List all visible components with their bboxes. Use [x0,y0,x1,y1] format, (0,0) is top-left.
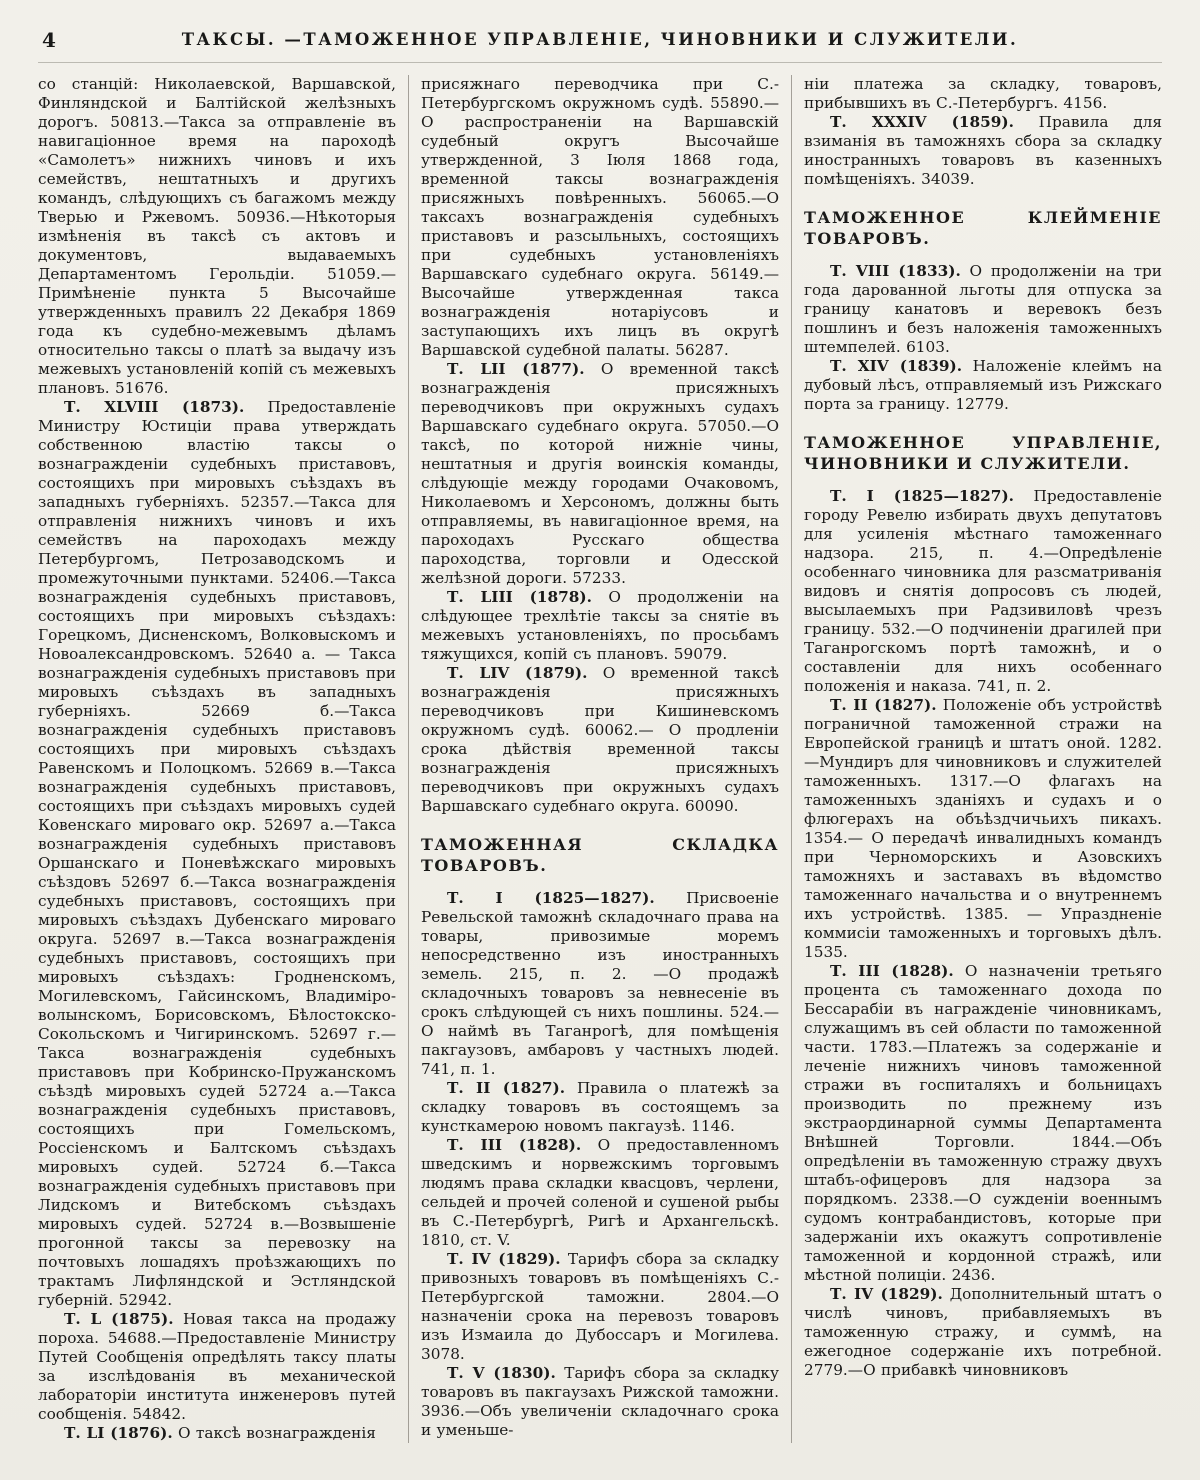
entry-lead: Т. VIII (1833). [830,262,961,280]
section-heading: ТАМОЖЕННОЕ КЛЕЙМЕНІЕ ТОВАРОВЪ. [804,208,1162,248]
page-number: 4 [42,28,56,52]
continuation-paragraph [421,75,779,360]
index-entry [421,1250,779,1364]
index-entry [421,588,779,664]
entry-lead: Т. IV (1829). [447,1250,561,1268]
entry-text: Предоставленіе городу Ревелю избирать двухъ депутатовъ для усиленія мѣстнаго таможеннаго надзора. 215, п. 4.—Опредѣленіе особеннаго чиновника для разсматриванія видовъ и снятія допросовъ съ людей, высылаемыхъ при Радзивиловѣ чрезъ границу. 532.—О подчиненіи драгилей при Таганрогскомъ портѣ таможнѣ, и о составленіи для нихъ особеннаго положенія и наказа. 741, п. 2. [804,487,1162,695]
entry-lead: Т. L (1875). [64,1310,174,1328]
index-entry [421,1136,779,1250]
index-entry [421,1079,779,1136]
section-heading: ТАМОЖЕННОЕ УПРАВЛЕНІЕ, ЧИНОВНИКИ И СЛУЖИТЕЛИ. [804,433,1162,473]
page-header [38,26,1162,63]
column-3 [791,75,1162,1443]
entry-text: Правила для взиманія въ таможняхъ сбора за складку иностранныхъ товаровъ въ казенныхъ помѣщеніяхъ. 34039. [804,113,1162,188]
section-heading: ТАМОЖЕННАЯ СКЛАДКА ТОВАРОВЪ. [421,835,779,875]
index-entry [804,357,1162,414]
entry-lead: Т. V (1830). [447,1364,556,1382]
running-title: ТАКСЫ. —ТАМОЖЕННОЕ УПРАВЛЕНІЕ, ЧИНОВНИКИ И СЛУЖИТЕЛИ. [181,30,1019,49]
entry-text: Присвоеніе Ревельской таможнѣ складочнаго права на товары, привозимые моремъ непосредственно изъ иностранныхъ земель. 215, п. 2. —О продажѣ складочныхъ товаровъ за невнесеніе въ срокъ слѣдующей съ нихъ пошлины. 524.—О наймѣ въ Таганрогѣ, для помѣщенія пакгаузовъ, амбаровъ у частныхъ людей. 741, п. 1. [421,889,779,1078]
index-entry [421,360,779,588]
entry-text: Наложеніе клеймъ на дубовый лѣсъ, отправляемый изъ Рижскаго порта за границу. 12779. [804,357,1162,413]
index-entry [38,398,396,1310]
index-entry [421,664,779,816]
entry-text: Правила о платежѣ за складку товаровъ въ состоящемъ за кунсткамерою новомъ пакгаузѣ. 1146. [421,1079,779,1135]
index-entry [804,262,1162,357]
index-entry [38,1310,396,1424]
entry-lead: Т. II (1827). [447,1079,566,1097]
entry-lead: Т. III (1828). [447,1136,582,1154]
text-columns [38,75,1162,1443]
entry-text: О временной таксѣ вознагражденія присяжныхъ переводчиковъ при окружныхъ судахъ Варшавскаго судебнаго округа. 57050.—О таксѣ, по которой нижніе чины, нештатныя и другія воинскія команды, слѣдующіе между городами Очаковомъ, Николаевомъ и Херсономъ, должны быть отправляемы, въ навигаціонное время, на пароходахъ Русскаго общества пароходства, торговли и Одесской желѣзной дороги. 57233. [421,360,779,587]
entry-text: Новая такса на продажу пороха. 54688.—Предоставленіе Министру Путей Сообщенія опредѣлять таксу платы за изслѣдованія въ механической лабораторіи института инженеровъ путей сообщенія. 54842. [38,1310,396,1423]
entry-lead: Т. IV (1829). [830,1285,943,1303]
entry-text: Дополнительный штатъ о числѣ чиновъ, прибавляемыхъ въ таможенную стражу, и суммѣ, на ежегодное содержаніе ихъ потребной. 2779.—О прибавкѣ чиновниковъ [804,1285,1162,1379]
entry-lead: Т. LIV (1879). [447,664,588,682]
entry-text: О временной таксѣ вознагражденія присяжныхъ переводчиковъ при Кишиневскомъ окружномъ судѣ. 60062.— О продленіи срока дѣйствія временной таксы вознагражденія присяжныхъ переводчиковъ при окружныхъ судахъ Варшавскаго судебнаго округа. 60090. [421,664,780,815]
entry-lead: Т. LIII (1878). [447,588,593,606]
entry-text: О продолженіи на слѣдующее трехлѣтіе таксы за снятіе въ межевыхъ установленіяхъ, по просьбамъ тяжущихся, копій съ плановъ. 59079. [421,588,779,663]
continuation-paragraph [38,75,396,398]
entry-lead: Т. I (1825—1827). [830,487,1015,505]
entry-lead: Т. XIV (1839). [830,357,963,375]
entry-text: со станцій: Николаевской, Варшавской, Финляндской и Балтійской желѣзныхъ дорогъ. 50813.—Такса за отправленіе въ навигаціонное время на пароходѣ «Самолетъ» нижнихъ чиновъ и ихъ семействъ, нештатныхъ и другихъ командъ, слѣдующихъ съ багажомъ между Тверью и Ржевомъ. 50936.—Нѣкоторыя измѣненія въ таксѣ съ актовъ и документовъ, выдаваемыхъ Департаментомъ Герольдіи. 51059.—Примѣненіе пункта 5 Высочайше утвержденныхъ правилъ 22 Декабря 1869 года къ судебно-межевымъ дѣламъ относительно таксы о платѣ за выдачу изъ межевыхъ установленій копій съ межевыхъ плановъ. 51676. [38,75,396,397]
index-entry [804,113,1162,189]
entry-lead: Т. XXXIV (1859). [830,113,1014,131]
column-1 [38,75,408,1443]
entry-text: Положеніе объ устройствѣ пограничной таможенной стражи на Европейской границѣ и штатъ оной. 1282.—Мундиръ для чиновниковъ и служителей таможенныхъ. 1317.—О флагахъ на таможенныхъ зданіяхъ и судахъ и о флюгерахъ на объѣздчичьихъ пикахъ. 1354.— О передачѣ инвалидныхъ командъ при Черноморскихъ и Азовскихъ таможняхъ и заставахъ въ вѣдомство таможеннаго начальства и о внутреннемъ ихъ устройствѣ. 1385. — Упраздненіе коммисіи таможенныхъ и торговыхъ дѣлъ. 1535. [804,696,1162,961]
index-entry [421,1364,779,1440]
entry-text: присяжнаго переводчика при С.-Петербургскомъ окружномъ судѣ. 55890.—О распространеніи на Варшавскій судебный округъ Высочайше утвержденной, 3 Іюля 1868 года, временной таксы вознагражденія присяжныхъ повѣренныхъ. 56065.—О таксахъ вознагражденія судебныхъ приставовъ и разсыльныхъ, состоящихъ при судебныхъ установленіяхъ Варшавскаго судебнаго округа. 56149.—Высочайше утвержденная такса вознагражденія нотаріусовъ и заступающихъ ихъ лицъ въ округѣ Варшавской судебной палаты. 56287. [421,75,779,359]
entry-lead: Т. LII (1877). [447,360,585,378]
index-entry [804,696,1162,962]
column-2 [408,75,791,1443]
entry-text: Тарифъ сбора за складку привозныхъ товаровъ въ помѣщеніяхъ С.-Петербургской таможни. 2804.—О назначеніи срока на перевозъ товаровъ изъ Измаила до Дубоссаръ и Могилева. 3078. [421,1250,779,1363]
entry-text: О таксѣ вознагражденія [178,1424,376,1442]
entry-text: Предоставленіе Министру Юстиціи права утверждать собственною властію таксы о вознагражденіи судебныхъ приставовъ, состоящихъ при мировыхъ съѣздахъ въ западныхъ губерніяхъ. 52357.—Такса для отправленія нижнихъ чиновъ и ихъ семействъ на пароходахъ между Петербургомъ, Петрозаводскомъ и промежуточными пунктами. 52406.—Такса вознагражденія судебныхъ приставовъ, состоящихъ при мировыхъ съѣздахъ: Горецкомъ, Дисненскомъ, Волковыскомъ и Новоалександровскомъ. 52640 а. — Такса вознагражденія судебныхъ приставовъ при мировыхъ съѣздахъ въ западныхъ губерніяхъ. 52669 б.—Такса вознагражденія судебныхъ приставовъ состоящихъ при мировыхъ съѣздахъ Равенскомъ и Полоцкомъ. 52669 в.—Такса вознагражденія судебныхъ приставовъ, состоящихъ при съѣздахъ мировыхъ судей Ковенскаго мироваго окр. 52697 а.—Такса вознагражденія судебныхъ приставовъ Оршанскаго и Поневѣжскаго мировыхъ съѣздовъ 52697 б.—Такса вознагражденія судебныхъ приставовъ, состоящихъ при мировыхъ съѣздахъ Дубенскаго мироваго округа. 52697 в.—Такса вознагражденія судебныхъ приставовъ, состоящихъ при мировыхъ съѣздахъ: Гродненскомъ, Могилевскомъ, Гайсинскомъ, Владиміро-волынскомъ, Борисовскомъ, Бѣлостокско-Сокольскомъ и Чигиринскомъ. 52697 г.—Такса вознагражденія судебныхъ приставовъ при Кобринско-Пружанскомъ съѣздѣ мировыхъ судей 52724 а.—Такса вознагражденія судебныхъ приставовъ, состоящихъ при Гомельскомъ, Россіенскомъ и Балтскомъ съѣздахъ мировыхъ судей. 52724 б.—Такса вознагражденія судебныхъ приставовъ при Лидскомъ и Витебскомъ съѣздахъ мировыхъ судей. 52724 в.—Возвышеніе прогонной таксы за перевозку на почтовыхъ лошадяхъ проѣзжающихъ по трактамъ Лифляндской и Эстляндской губерній. 52942. [38,398,396,1309]
entry-lead: Т. LI (1876). [64,1424,173,1442]
entry-lead: Т. I (1825—1827). [447,889,655,907]
entry-text: О продолженіи на три года дарованной льготы для отпуска за границу канатовъ и веревокъ безъ пошлинъ и безъ наложенія таможенныхъ штемпелей. 6103. [804,262,1162,356]
index-entry [38,1424,396,1443]
index-entry [804,1285,1162,1380]
entry-text: О предоставленномъ шведскимъ и норвежскимъ торговымъ людямъ права складки квасцовъ, черлени, сельдей и прочей соленой и сушеной рыбы въ С.-Петербургѣ, Ригѣ и Архангельскѣ. 1810, ст. V. [421,1136,779,1249]
entry-lead: Т. III (1828). [830,962,954,980]
entry-text: О назначеніи третьяго процента съ таможеннаго дохода по Бессарабіи въ награжденіе чиновникамъ, служащимъ въ сей области по таможенной части. 1783.—Платежъ за содержаніе и леченіе нижнихъ чиновъ таможенной стражи въ госпиталяхъ и больницахъ производить по прежнему изъ экстраординарной суммы Департамента Внѣшней Торговли. 1844.—Объ опредѣленіи въ таможенную стражу двухъ штабъ-офицеровъ для надзора за порядкомъ. 2338.—О сужденіи военнымъ судомъ контрабандистовъ, которые при задержаніи ихъ окажутъ сопротивленіе таможенной и кордонной стражѣ, или мѣстной полиціи. 2436. [804,962,1162,1284]
index-entry [804,962,1162,1285]
continuation-paragraph [804,75,1162,113]
entry-lead: Т. XLVIII (1873). [64,398,245,416]
index-entry [804,487,1162,696]
entry-text: Тарифъ сбора за складку товаровъ въ пакгаузахъ Рижской таможни. 3936.—Объ увеличеніи складочнаго срока и уменьше- [421,1364,779,1439]
entry-lead: Т. II (1827). [830,696,937,714]
index-entry [421,889,779,1079]
entry-text: ніи платежа за складку, товаровъ, прибывшихъ въ С.-Петербургъ. 4156. [804,75,1162,112]
